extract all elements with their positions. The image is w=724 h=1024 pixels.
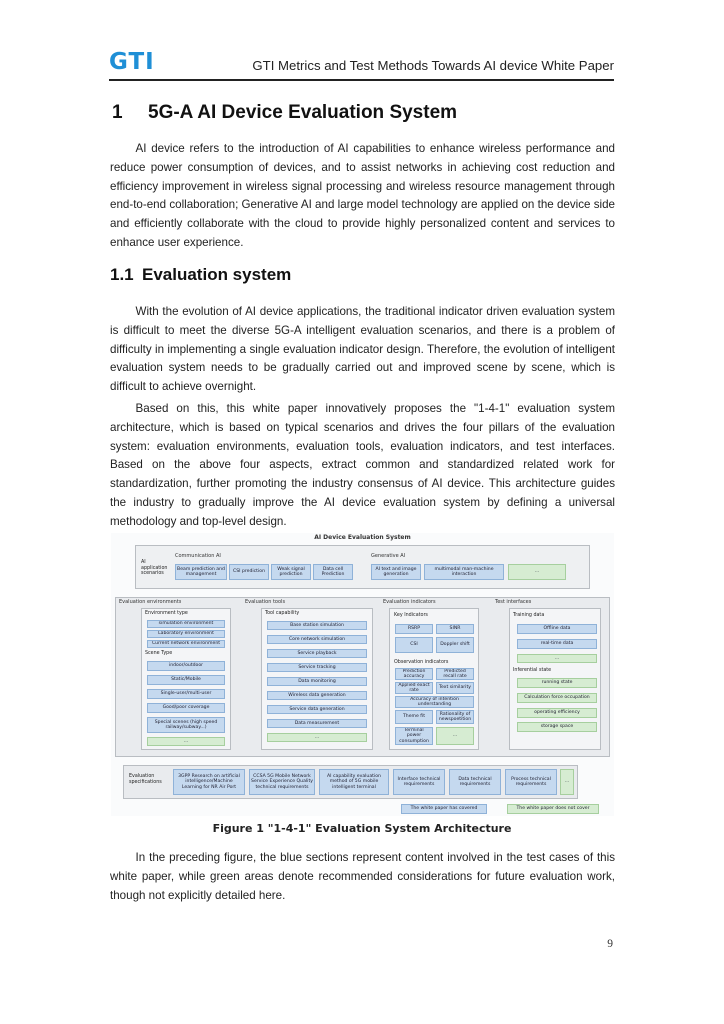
- scene-type-label: Scene Type: [145, 651, 173, 656]
- body-paragraph-2: Based on this, this white paper innovatively proposes the "1-4-1" evaluation system architecture, which is based on typical scenarios and drives the four pillars of the evaluation system: evaluation environments, evaluation tools, evaluation indicators, and test interfaces. Based on the above four aspects, extract common and standardized related work for standardization, further promoting the industry consensus of AI device. This architecture guides the industry to gradually improve the AI device evaluation system by defining a universal methodology and top-level design.: [110, 402, 615, 528]
- env-laboratory: Laboratory environment: [147, 630, 225, 638]
- spec-more: ...: [560, 769, 574, 795]
- scenario-weak-signal: Weak signal prediction: [271, 564, 311, 580]
- section-number: 1: [112, 102, 123, 123]
- obs-indicators-label: Observation indicators: [394, 660, 449, 665]
- figure-caption: Figure 1 "1-4-1" Evaluation System Architecture: [212, 822, 512, 835]
- iface-calc-force: Calculation force occupation: [517, 693, 597, 703]
- subsection-heading: [110, 265, 291, 285]
- scenario-beam: Beam prediction and management: [175, 564, 227, 580]
- ind-theme-fit: Theme fit: [395, 710, 433, 724]
- scenarios-label: AI application scenarios: [141, 560, 168, 576]
- ind-csi: CSI: [395, 637, 433, 653]
- ind-intention: Accuracy of intention understanding: [395, 696, 474, 708]
- tool-capability-label: Tool capability: [265, 611, 300, 616]
- spec-data: Data technical requirements: [449, 769, 501, 795]
- spec-process: Process technical requirements: [505, 769, 557, 795]
- ind-pred-accuracy: Prediction accuracy: [395, 668, 433, 680]
- tool-measurement: Data measurement: [267, 719, 367, 728]
- ind-sinr: SINR: [436, 624, 474, 634]
- ind-more: ...: [436, 727, 474, 745]
- scene-indoor: indoor/outdoor: [147, 661, 225, 671]
- iface-efficiency: operating efficiency: [517, 708, 597, 718]
- header-divider: [109, 79, 614, 81]
- legend-not-covered: The white paper does not cover: [507, 804, 599, 814]
- tool-service-data: Service data generation: [267, 705, 367, 714]
- key-indicators-label: Key Indicators: [394, 613, 428, 618]
- iface-running: running state: [517, 678, 597, 688]
- tools-title: Evaluation tools: [245, 599, 286, 605]
- body-paragraph-1: With the evolution of AI device applications, the traditional indicator driven evaluation system is difficult to meet the diverse 5G-A intelligent evaluation scenarios, and there is a problem of difficulty in implementing a single evaluation indicator design. Therefore, the evolution of intelligent evaluation system needs to be gradually carried out and improved scene by scene, which is difficult to achieve overnight.: [110, 305, 615, 394]
- tool-playback: Service playback: [267, 649, 367, 658]
- ind-rsrp: RSRP: [395, 624, 433, 634]
- tool-bs-sim: Base station simulation: [267, 621, 367, 630]
- running-header-title: GTI Metrics and Test Methods Towards AI device White Paper: [252, 58, 614, 73]
- ind-applied-exact: Applied exact rate: [395, 682, 433, 694]
- page-number: 9: [607, 938, 613, 950]
- tool-monitoring: Data monitoring: [267, 677, 367, 686]
- interfaces-title: Test interfaces: [495, 599, 532, 605]
- ind-power: Terminal power consumption: [395, 727, 433, 745]
- scenario-data-cell: Data cell Prediction: [313, 564, 353, 580]
- comm-ai-title: Communication AI: [175, 553, 221, 559]
- ind-doppler: Doppler shift: [436, 637, 474, 653]
- ind-pred-recall: Predicted recall rate: [436, 668, 474, 680]
- scenario-csi: CSI prediction: [229, 564, 269, 580]
- spec-interface: Interface technical requirements: [393, 769, 445, 795]
- tool-core-sim: Core network simulation: [267, 635, 367, 644]
- iface-realtime: real-time data: [517, 639, 597, 649]
- env-type-label: Environment type: [145, 611, 188, 616]
- iface-storage: storage space: [517, 722, 597, 732]
- scenario-more: ...: [508, 564, 566, 580]
- training-data-label: Training data: [513, 613, 545, 618]
- spec-ai-capability: AI capability evaluation method of 5G mobile intelligent terminal: [319, 769, 389, 795]
- section-title: 5G-A AI Device Evaluation System: [148, 102, 458, 123]
- specs-label: Evaluation specifications: [129, 774, 162, 785]
- scene-static: Static/Mobile: [147, 675, 225, 685]
- scene-coverage: Good/poor coverage: [147, 703, 225, 713]
- spec-3gpp: 3GPP Research on artificial intelligence/Machine Learning for NR Air Port: [173, 769, 245, 795]
- spec-ccsa: CCSA 5G Mobile Network Service Experience Quality technical requirements: [249, 769, 315, 795]
- tool-wireless-data: Wireless data generation: [267, 691, 367, 700]
- gti-logo: [109, 50, 155, 74]
- scenario-text-image: AI text and image generation: [371, 564, 421, 580]
- indicators-title: Evaluation indicators: [383, 599, 436, 605]
- ind-text-similarity: Text similarity: [436, 682, 474, 694]
- figure-title: AI Device Evaluation System: [314, 534, 411, 541]
- section-heading: [112, 102, 457, 124]
- logo-text: GTI: [109, 49, 155, 75]
- env-current-network: Current network environment: [147, 640, 225, 648]
- scene-special: Special scenes (high speed railway/subway...): [147, 717, 225, 733]
- iface-training-more: ...: [517, 654, 597, 663]
- scene-single-user: Single-user/multi-user: [147, 689, 225, 699]
- inferential-state-label: Inferential state: [513, 668, 552, 673]
- scenario-multimodal: multimodal man-machine interaction: [424, 564, 504, 580]
- gen-ai-title: Generative AI: [371, 553, 406, 559]
- intro-paragraph: AI device refers to the introduction of AI capabilities to enhance wireless performance and reduce power consumption of devices, and to assist networks in achieving cost reduction and efficiency improvement in wireless signal processing and wireless resource management through end-to-end collaboration; Generative AI and large model technology are applied on the device side and efficiently collaborate with the cloud to provide highly personalized content and services to enhance user experience.: [110, 142, 615, 249]
- legend-covered: The white paper has covered: [401, 804, 487, 814]
- env-simulation: simulation environment: [147, 620, 225, 628]
- tool-tracking: Service tracking: [267, 663, 367, 672]
- tool-more: ...: [267, 733, 367, 742]
- subsection-number: 1.1: [110, 265, 134, 284]
- subsection-title: Evaluation system: [142, 265, 292, 284]
- scene-more: ...: [147, 737, 225, 746]
- env-title: Evaluation environments: [119, 599, 182, 605]
- architecture-figure: [111, 533, 614, 816]
- closing-paragraph: In the preceding figure, the blue sections represent content involved in the test cases of this white paper, while green areas denote recommended considerations for future evaluation work, though not explicitly detailed here.: [110, 851, 615, 902]
- iface-offline: Offline data: [517, 624, 597, 634]
- ind-rationality: Rationality of newspoetition: [436, 710, 474, 724]
